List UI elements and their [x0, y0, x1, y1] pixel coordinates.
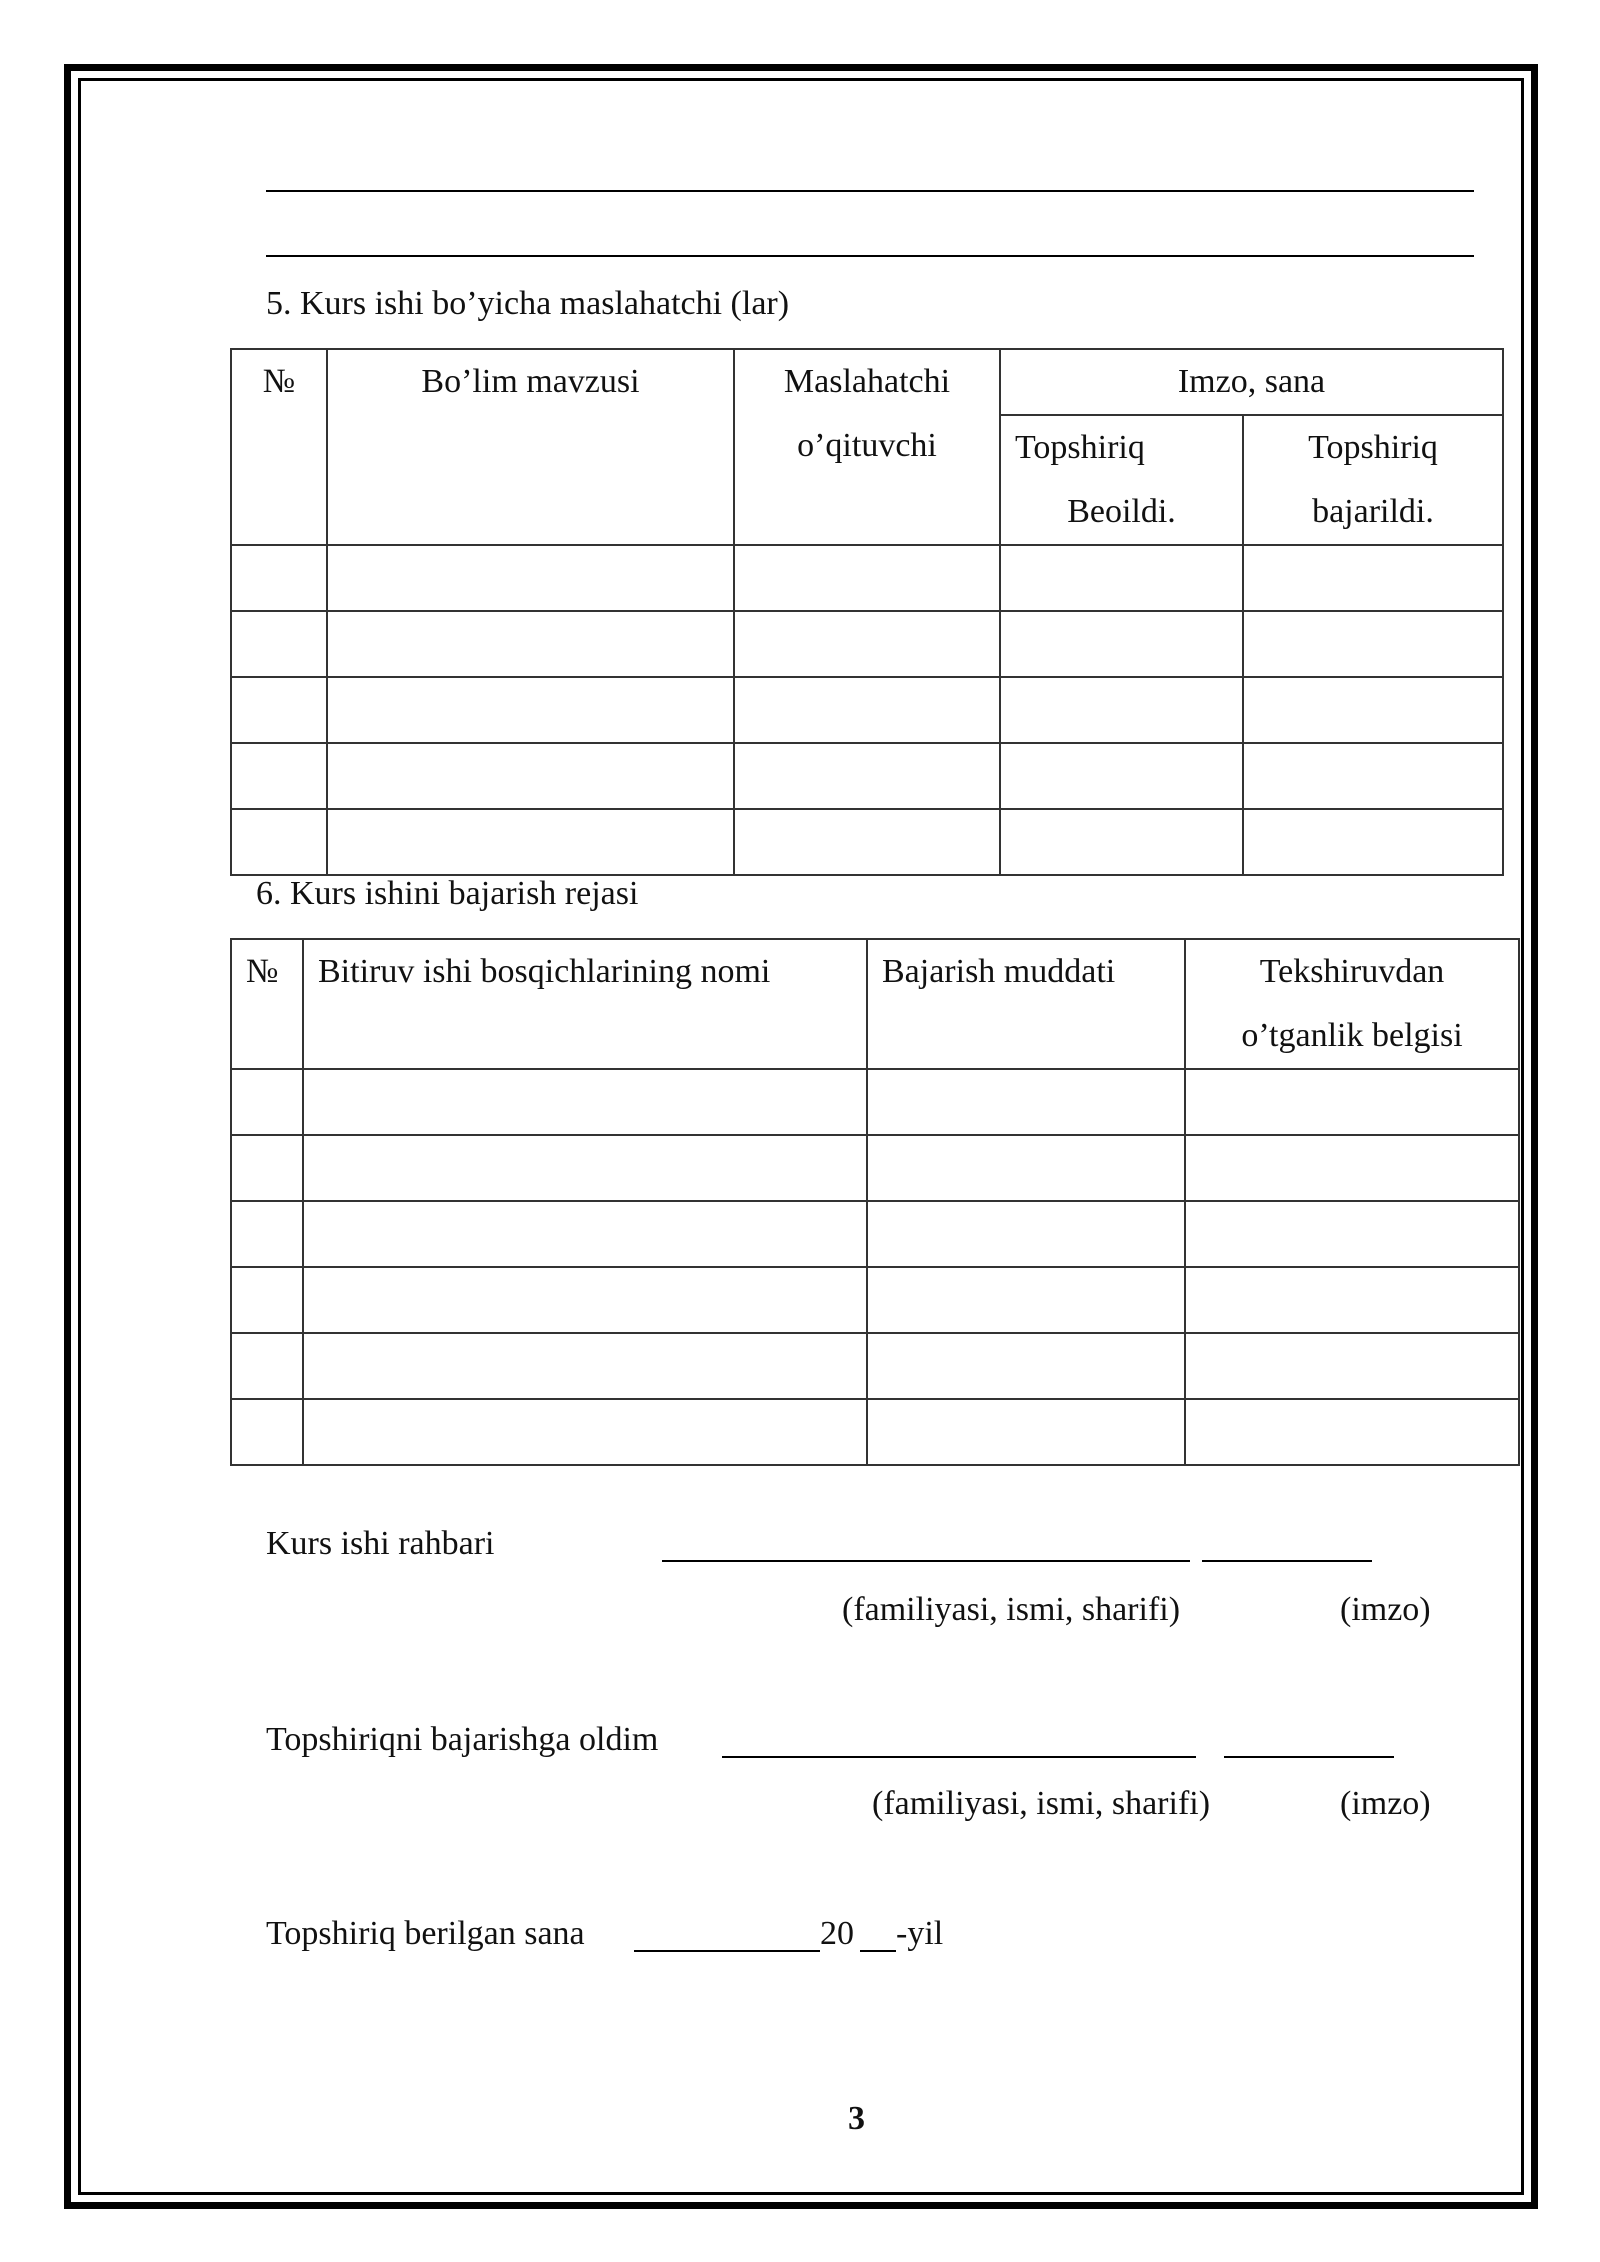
table-cell[interactable] — [303, 1135, 867, 1201]
col-check-header — [1185, 939, 1519, 1069]
table-row — [231, 1201, 1519, 1267]
table-cell[interactable] — [303, 1333, 867, 1399]
table-row — [231, 1135, 1519, 1201]
table-cell[interactable] — [1185, 1333, 1519, 1399]
table-cell[interactable] — [327, 809, 734, 875]
supervisor-name-line[interactable] — [662, 1560, 1190, 1562]
date-label: Topshiriq berilgan sana — [266, 1915, 585, 1952]
table-cell[interactable] — [327, 743, 734, 809]
table-cell[interactable] — [867, 1135, 1185, 1201]
table-cell[interactable] — [231, 1201, 303, 1267]
date-day-month-line[interactable] — [634, 1950, 820, 1952]
table-cell[interactable] — [231, 1069, 303, 1135]
supervisor-sign-caption: (imzo) — [1340, 1591, 1431, 1628]
table-cell[interactable] — [734, 677, 1000, 743]
check-header-line2: o’tganlik belgisi — [1241, 1017, 1463, 1054]
section6-title: 6. Kurs ishini bajarish rejasi — [256, 875, 639, 912]
table-cell[interactable] — [327, 677, 734, 743]
table-cell[interactable] — [1185, 1201, 1519, 1267]
table-cell[interactable] — [1243, 545, 1503, 611]
advisor-header-line2: o’qituvchi — [797, 427, 937, 464]
table-cell[interactable] — [231, 1267, 303, 1333]
table-cell[interactable] — [1243, 743, 1503, 809]
table-cell[interactable] — [867, 1069, 1185, 1135]
student-sign-caption: (imzo) — [1340, 1785, 1431, 1822]
table-cell[interactable] — [867, 1267, 1185, 1333]
blank-line-1 — [266, 190, 1474, 192]
student-sign-line[interactable] — [1224, 1756, 1394, 1758]
table-cell[interactable] — [867, 1201, 1185, 1267]
table-row — [231, 809, 1503, 875]
student-name-caption: (familiyasi, ismi, sharifi) — [872, 1785, 1211, 1822]
date-year-prefix: 20 — [820, 1915, 854, 1952]
table-cell[interactable] — [303, 1069, 867, 1135]
supervisor-label: Kurs ishi rahbari — [266, 1525, 495, 1562]
table-cell[interactable] — [327, 545, 734, 611]
advisor-header-line1: Maslahatchi — [783, 363, 951, 400]
date-year-line[interactable] — [860, 1950, 896, 1952]
col-given-header — [1000, 415, 1243, 545]
table-cell[interactable] — [231, 677, 327, 743]
table-row — [231, 545, 1503, 611]
blank-line-2 — [266, 255, 1474, 257]
table-cell[interactable] — [1185, 1069, 1519, 1135]
table-cell[interactable] — [1000, 545, 1243, 611]
check-header-line1: Tekshiruvdan — [1259, 953, 1445, 990]
table-row — [231, 1069, 1519, 1135]
table-row — [231, 611, 1503, 677]
col-advisor-header — [734, 349, 1000, 545]
col-done-header — [1243, 415, 1503, 545]
table-cell[interactable] — [734, 743, 1000, 809]
table-cell[interactable] — [1185, 1267, 1519, 1333]
table-cell[interactable] — [1000, 809, 1243, 875]
table-cell[interactable] — [231, 545, 327, 611]
table-cell[interactable] — [231, 611, 327, 677]
table-row — [231, 1267, 1519, 1333]
table-cell[interactable] — [1185, 1399, 1519, 1465]
table-row — [231, 1399, 1519, 1465]
col-deadline-header: Bajarish muddati — [867, 939, 1185, 1069]
col-no-header: № — [231, 939, 303, 1069]
table-cell[interactable] — [867, 1399, 1185, 1465]
supervisor-sign-line[interactable] — [1202, 1560, 1372, 1562]
table-cell[interactable] — [734, 809, 1000, 875]
table-cell[interactable] — [303, 1201, 867, 1267]
table-row — [231, 1333, 1519, 1399]
table-cell[interactable] — [231, 809, 327, 875]
table-cell[interactable] — [303, 1399, 867, 1465]
date-year-suffix: -yil — [896, 1915, 944, 1952]
plan-table — [230, 938, 1520, 1466]
supervisor-name-caption: (familiyasi, ismi, sharifi) — [842, 1591, 1181, 1628]
table-cell[interactable] — [1243, 611, 1503, 677]
table-cell[interactable] — [231, 1399, 303, 1465]
given-header-line2: Beoildi. — [1067, 493, 1176, 530]
table-cell[interactable] — [1000, 611, 1243, 677]
table-cell[interactable] — [1000, 743, 1243, 809]
col-topic-header: Bo’lim mavzusi — [327, 349, 734, 545]
section5-title: 5. Kurs ishi bo’yicha maslahatchi (lar) — [266, 285, 790, 322]
table-cell[interactable] — [303, 1267, 867, 1333]
table-cell[interactable] — [327, 611, 734, 677]
table-cell[interactable] — [1243, 809, 1503, 875]
table-row — [231, 677, 1503, 743]
table-cell[interactable] — [867, 1333, 1185, 1399]
done-header-line1: Topshiriq — [1308, 429, 1438, 466]
table-cell[interactable] — [1243, 677, 1503, 743]
table-cell[interactable] — [231, 743, 327, 809]
given-header-line1: Topshiriq — [1015, 429, 1145, 466]
table-cell[interactable] — [1185, 1135, 1519, 1201]
advisors-table — [230, 348, 1504, 876]
col-sign-date-header: Imzo, sana — [1000, 349, 1503, 415]
col-stage-header: Bitiruv ishi bosqichlarining nomi — [303, 939, 867, 1069]
col-no-header: № — [231, 349, 327, 545]
page-number: 3 — [848, 2100, 865, 2137]
table-cell[interactable] — [231, 1135, 303, 1201]
student-name-line[interactable] — [722, 1756, 1196, 1758]
table-cell[interactable] — [1000, 677, 1243, 743]
table-row — [231, 743, 1503, 809]
table-cell[interactable] — [231, 1333, 303, 1399]
table-cell[interactable] — [734, 545, 1000, 611]
student-label: Topshiriqni bajarishga oldim — [266, 1721, 659, 1758]
table-cell[interactable] — [734, 611, 1000, 677]
done-header-line2: bajarildi. — [1312, 493, 1434, 530]
